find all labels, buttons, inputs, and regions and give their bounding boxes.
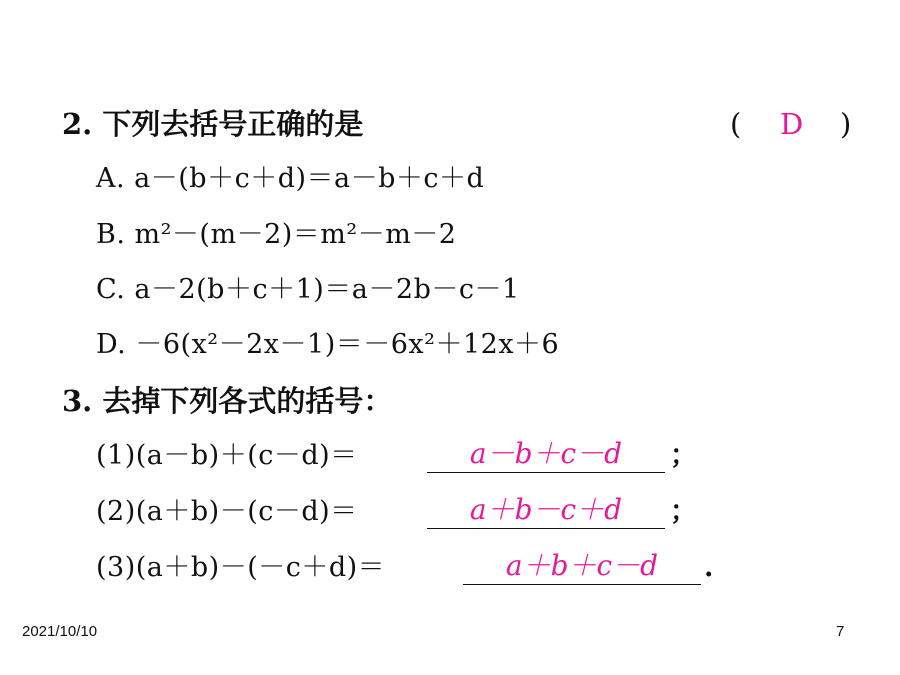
question-3-stem: 3. 去掉下列各式的括号： [62,384,393,418]
question-2-stem: 2. 下列去括号正确的是 [62,107,364,141]
item-3-expression: (3)(a＋b)－(－c＋d)＝ [96,552,386,583]
item-2-end-punct: ； [670,496,697,527]
option-c: C. a－2(b＋c＋1)＝a－2b－c－1 [96,274,520,305]
item-1-expression: (1)(a－b)＋(c－d)＝ [96,440,358,471]
answer-paren-right: ) [840,107,852,141]
option-a: A. a－(b＋c＋d)＝a－b＋c＋d [96,163,485,194]
item-3-answer-blank: a＋b＋c－d [463,550,701,585]
item-2-answer-blank: a＋b－c＋d [427,494,665,529]
answer-paren-left: ( [730,107,742,141]
option-b: B. m²－(m－2)＝m²－m－2 [96,219,457,250]
item-1-answer-blank: a－b＋c－d [427,438,665,473]
option-d: D. －6(x²－2x－1)＝－6x²＋12x＋6 [96,329,560,360]
question-2-answer: D [780,107,804,141]
item-3-end-punct: . [704,552,714,583]
footer-date: 2021/10/10 [22,623,98,640]
item-2-expression: (2)(a＋b)－(c－d)＝ [96,496,358,527]
footer-page-number: 7 [836,623,845,640]
item-1-end-punct: ； [670,440,697,471]
